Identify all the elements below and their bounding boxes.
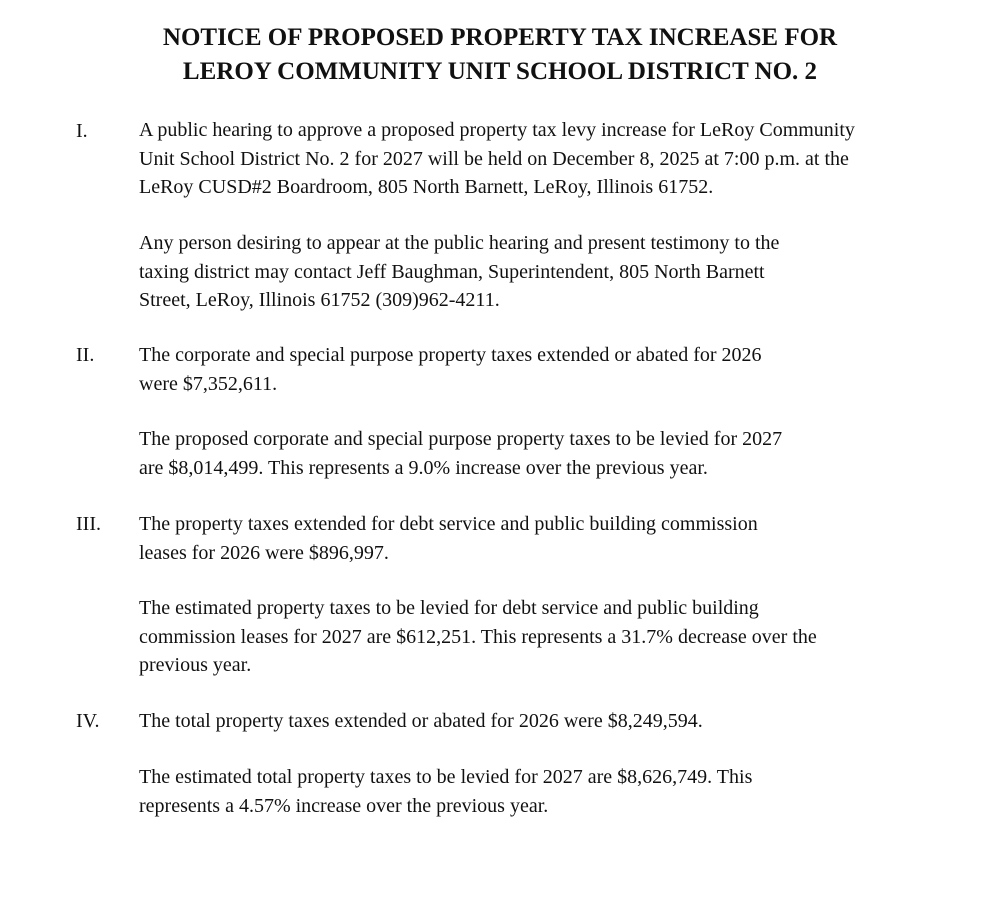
paragraph-line: Unit School District No. 2 for 2027 will be held on December 8, 2025 at 7:00 p.m. at the: [139, 147, 849, 170]
section-paragraph: [139, 425, 939, 482]
section-paragraph: [139, 594, 939, 680]
paragraph-line: The proposed corporate and special purpose property taxes to be levied for 2027: [139, 428, 783, 450]
paragraph-line: The estimated total property taxes to be levied for 2027 are $8,626,749. This: [139, 766, 753, 788]
section-paragraph: [139, 763, 939, 820]
section-paragraph: [139, 707, 939, 736]
section-paragraph: [139, 341, 939, 398]
section-numeral: III.: [76, 513, 101, 535]
paragraph-line: Street, LeRoy, Illinois 61752 (309)962-4211.: [139, 289, 500, 311]
title-line-2: LEROY COMMUNITY UNIT SCHOOL DISTRICT NO. 2: [182, 58, 818, 85]
section-paragraph: [139, 229, 939, 315]
paragraph-line: The estimated property taxes to be levied for debt service and public building: [139, 597, 759, 619]
section-paragraph: [139, 510, 939, 567]
paragraph-line: leases for 2026 were $896,997.: [139, 541, 389, 564]
paragraph-line: represents a 4.57% increase over the previous year.: [139, 794, 549, 817]
paragraph-line: The total property taxes extended or abated for 2026 were $8,249,594.: [139, 710, 703, 732]
paragraph-line: are $8,014,499. This represents a 9.0% increase over the previous year.: [139, 456, 708, 479]
section-numeral: IV.: [76, 710, 100, 732]
paragraph-line: The corporate and special purpose property taxes extended or abated for 2026: [139, 344, 762, 366]
notice-title: [0, 21, 1000, 89]
paragraph-line: commission leases for 2027 are $612,251. This represents a 31.7% decrease over the: [139, 625, 817, 648]
section-paragraph: [139, 116, 939, 202]
paragraph-line: LeRoy CUSD#2 Boardroom, 805 North Barnett, LeRoy, Illinois 61752.: [139, 176, 714, 198]
paragraph-line: were $7,352,611.: [139, 372, 278, 395]
paragraph-line: A public hearing to approve a proposed property tax levy increase for LeRoy Community: [139, 119, 855, 141]
paragraph-line: previous year.: [139, 654, 252, 676]
paragraph-line: The property taxes extended for debt service and public building commission: [139, 513, 758, 535]
section-numeral: I.: [76, 120, 88, 142]
section-numeral: II.: [76, 344, 95, 366]
paragraph-line: Any person desiring to appear at the public hearing and present testimony to the: [139, 232, 780, 254]
title-line-1: NOTICE OF PROPOSED PROPERTY TAX INCREASE FOR: [162, 24, 838, 51]
paragraph-line: taxing district may contact Jeff Baughman, Superintendent, 805 North Barnett: [139, 260, 765, 283]
